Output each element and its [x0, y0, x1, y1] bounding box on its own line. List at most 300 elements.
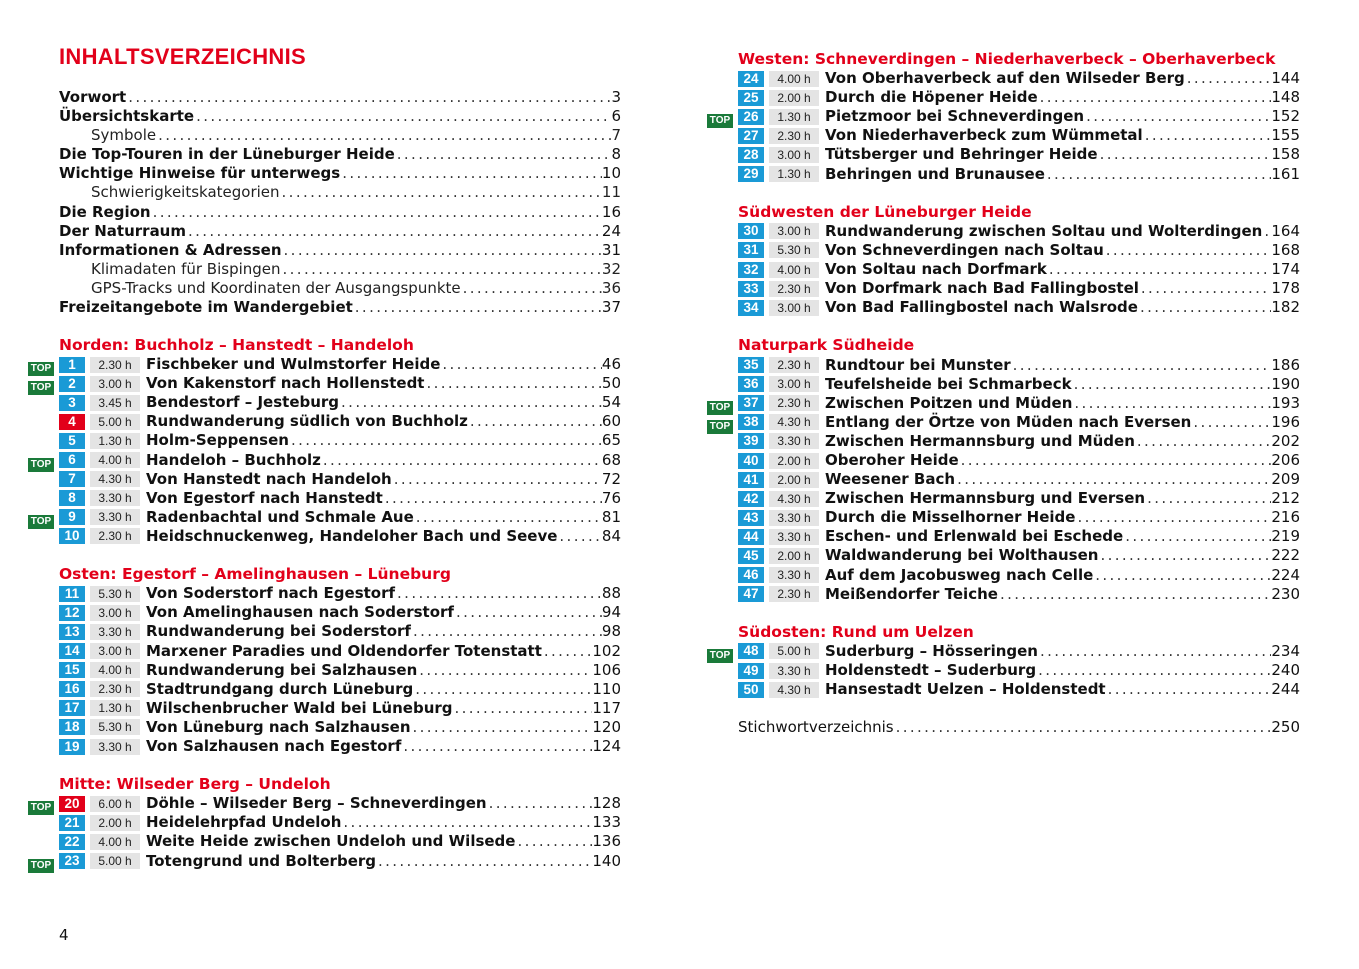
- toc-entry[interactable]: [59, 145, 621, 164]
- tour-entry[interactable]: [680, 107, 1300, 126]
- top-badge: TOP: [28, 362, 54, 376]
- tour-page: 230: [1271, 584, 1300, 603]
- tour-number: 8: [59, 490, 85, 506]
- tour-entry[interactable]: [0, 737, 621, 756]
- tour-duration: 5.00 h: [90, 853, 140, 869]
- leader-dots: [401, 737, 592, 756]
- tour-entry[interactable]: [0, 451, 621, 470]
- leader-dots: [395, 145, 612, 164]
- tour-title: Rundtour bei Munster: [825, 355, 1011, 374]
- tour-entry[interactable]: [680, 145, 1300, 164]
- tour-title: Rundwanderung bei Salzhausen: [146, 660, 418, 679]
- tour-title: Von Dorfmark nach Bad Fallingbostel: [825, 279, 1139, 298]
- leader-dots: [282, 241, 602, 260]
- leader-dots: [414, 508, 602, 527]
- entry-title: Der Naturraum: [59, 221, 186, 240]
- tour-number: 17: [59, 700, 85, 716]
- leader-dots: [376, 852, 592, 871]
- entry-page: 36: [601, 278, 621, 297]
- tour-page: 234: [1271, 641, 1300, 660]
- tour-entry[interactable]: [0, 355, 621, 374]
- entry-title: Vorwort: [59, 88, 127, 106]
- tour-title: Von Lüneburg nach Salzhausen: [146, 717, 411, 736]
- leader-dots: [1185, 69, 1272, 88]
- leader-dots: [1104, 241, 1272, 260]
- tour-page: 81: [601, 507, 621, 526]
- tour-page: 206: [1271, 450, 1300, 469]
- tour-entry[interactable]: [0, 374, 621, 393]
- tour-duration: 2.30 h: [90, 528, 140, 544]
- leader-dots: [955, 470, 1271, 489]
- top-badge: TOP: [707, 114, 733, 128]
- leader-dots: [413, 680, 592, 699]
- tour-title: Rundwanderung zwischen Soltau und Wolterdingen: [825, 221, 1263, 240]
- tour-page: 152: [1271, 107, 1300, 126]
- leader-dots: [440, 355, 602, 374]
- tour-entry[interactable]: [680, 642, 1300, 661]
- tour-page: 144: [1271, 69, 1300, 88]
- tour-number: 38: [738, 414, 764, 430]
- tour-page: 174: [1271, 260, 1300, 279]
- tour-page: 76: [601, 488, 621, 507]
- tour-page: 212: [1271, 489, 1300, 508]
- entry-title: Klimadaten für Bispingen: [91, 259, 281, 278]
- tour-page: 193: [1271, 393, 1300, 412]
- tour-number: 32: [738, 262, 764, 278]
- tour-duration: 4.00 h: [769, 71, 819, 87]
- top-slot: [28, 854, 55, 869]
- tour-duration: 2.00 h: [769, 90, 819, 106]
- tour-page: 84: [601, 526, 621, 545]
- tour-title: Wilschenbrucher Wald bei Lüneburg: [146, 698, 453, 717]
- tour-duration: 3.00 h: [90, 605, 140, 621]
- entry-page: 7: [611, 126, 621, 145]
- page-number-left: 4: [59, 926, 69, 944]
- tour-title: Oberoher Heide: [825, 450, 959, 469]
- tour-entry[interactable]: [680, 661, 1300, 680]
- tour-title: Eschen- und Erlenwald bei Eschede: [825, 527, 1124, 546]
- top-slot: [28, 739, 55, 754]
- tour-entry[interactable]: [0, 584, 621, 603]
- top-slot: [28, 357, 55, 375]
- leader-dots: [1038, 642, 1271, 661]
- section-heading: Naturpark Südheide: [738, 336, 915, 355]
- tour-entry[interactable]: [680, 432, 1300, 451]
- toc-entry[interactable]: [59, 279, 621, 298]
- tour-duration: 5.30 h: [90, 719, 140, 735]
- tour-entry[interactable]: [0, 622, 621, 641]
- tour-number: 46: [738, 567, 764, 583]
- top-slot: [28, 796, 55, 814]
- tour-duration: 4.30 h: [90, 471, 140, 487]
- top-badge: TOP: [28, 515, 54, 529]
- tour-duration: 1.30 h: [90, 433, 140, 449]
- tour-page: 178: [1271, 279, 1300, 298]
- leader-dots: [156, 126, 611, 145]
- tour-duration: 3.30 h: [769, 510, 819, 526]
- tour-duration: 2.00 h: [769, 548, 819, 564]
- toc-entry[interactable]: [59, 298, 621, 317]
- top-slot: [707, 262, 734, 277]
- leader-dots: [453, 699, 593, 718]
- tour-title: Stadtrundgang durch Lüneburg: [146, 679, 414, 698]
- tour-entry[interactable]: [680, 566, 1300, 585]
- tour-title: Heidschnuckenweg, Handeloher Bach und Seeve: [146, 526, 558, 545]
- toc-entry-index[interactable]: [680, 718, 1300, 737]
- tour-entry[interactable]: [680, 489, 1300, 508]
- tour-number: 5: [59, 433, 85, 449]
- toc-entry[interactable]: [59, 222, 621, 241]
- tour-duration: 3.30 h: [769, 529, 819, 545]
- tour-duration: 3.00 h: [769, 300, 819, 316]
- tour-number: 49: [738, 663, 764, 679]
- tour-number: 15: [59, 662, 85, 678]
- tour-page: 219: [1271, 527, 1300, 546]
- tour-duration: 4.00 h: [90, 452, 140, 468]
- top-slot: [707, 281, 734, 296]
- leader-dots: [1084, 107, 1271, 126]
- top-slot: [707, 472, 734, 487]
- tour-number: 29: [738, 166, 764, 182]
- top-slot: [28, 834, 55, 849]
- tour-number: 39: [738, 433, 764, 449]
- tour-entry[interactable]: [680, 680, 1300, 699]
- entry-title: Schwierigkeitskategorien: [91, 183, 280, 202]
- top-slot: [707, 128, 734, 143]
- tour-entry[interactable]: [0, 794, 621, 813]
- section-heading: Norden: Buchholz – Hanstedt – Handeloh: [59, 336, 414, 354]
- top-slot: [28, 815, 55, 830]
- top-slot: [707, 453, 734, 468]
- tour-entry[interactable]: [680, 165, 1300, 184]
- tour-number: 3: [59, 395, 85, 411]
- entry-page: 10: [601, 164, 621, 183]
- tour-page: 244: [1271, 680, 1300, 699]
- entry-title: Stichwortverzeichnis: [738, 718, 894, 737]
- leader-dots: [557, 527, 601, 546]
- entry-page: 37: [601, 298, 621, 317]
- tour-entry[interactable]: [680, 222, 1300, 241]
- tour-entry[interactable]: [0, 832, 621, 851]
- tour-page: 98: [601, 622, 621, 641]
- page-title: INHALTSVERZEICHNIS: [59, 44, 307, 69]
- tour-page: 182: [1271, 298, 1300, 317]
- tour-page: 140: [592, 851, 621, 870]
- tour-number: 20: [59, 796, 85, 812]
- tour-title: Von Egestorf nach Hanstedt: [146, 488, 383, 507]
- tour-number: 33: [738, 281, 764, 297]
- tour-duration: 3.45 h: [90, 395, 140, 411]
- tour-entry[interactable]: [0, 642, 621, 661]
- leader-dots: [424, 374, 601, 393]
- tour-number: 21: [59, 815, 85, 831]
- leader-dots: [340, 164, 602, 183]
- top-slot: [28, 491, 55, 506]
- tour-title: Zwischen Poitzen und Müden: [825, 393, 1073, 412]
- tour-entry[interactable]: [680, 126, 1300, 145]
- tour-page: 222: [1271, 546, 1300, 565]
- leader-dots: [1139, 279, 1271, 298]
- tour-entry[interactable]: [0, 813, 621, 832]
- tour-number: 34: [738, 300, 764, 316]
- tour-page: 54: [601, 393, 621, 412]
- tour-number: 25: [738, 90, 764, 106]
- tour-duration: 3.30 h: [90, 624, 140, 640]
- tour-entry[interactable]: [680, 394, 1300, 413]
- toc-entry[interactable]: [59, 107, 621, 126]
- tour-page: 68: [601, 450, 621, 469]
- leader-dots: [1036, 661, 1271, 680]
- tour-entry[interactable]: [0, 412, 621, 431]
- tour-title: Von Schneverdingen nach Soltau: [825, 240, 1104, 259]
- leader-dots: [1072, 394, 1271, 413]
- tour-entry[interactable]: [680, 88, 1300, 107]
- top-badge: TOP: [28, 859, 54, 873]
- tour-number: 31: [738, 242, 764, 258]
- section-heading: Südosten: Rund um Uelzen: [738, 622, 974, 641]
- top-badge: TOP: [707, 420, 733, 434]
- tour-number: 24: [738, 71, 764, 87]
- leader-dots: [1045, 165, 1271, 184]
- tour-title: Von Soderstorf nach Egestorf: [146, 584, 396, 603]
- entry-page: 24: [601, 221, 621, 240]
- leader-dots: [515, 832, 592, 851]
- tour-entry[interactable]: [0, 431, 621, 450]
- section-heading: Mitte: Wilseder Berg – Undeloh: [59, 775, 331, 794]
- toc-entry[interactable]: [59, 164, 621, 183]
- tour-duration: 4.30 h: [769, 414, 819, 430]
- tour-section: [680, 336, 1359, 603]
- top-slot: [707, 148, 734, 163]
- tour-duration: 4.00 h: [90, 662, 140, 678]
- tour-number: 18: [59, 719, 85, 735]
- top-slot: [28, 586, 55, 601]
- tour-page: 136: [592, 832, 621, 851]
- tour-duration: 2.00 h: [769, 453, 819, 469]
- top-slot: [28, 720, 55, 735]
- toc-entry[interactable]: [59, 241, 621, 260]
- tour-page: 72: [601, 469, 621, 488]
- tour-number: 40: [738, 453, 764, 469]
- leader-dots: [1075, 508, 1271, 527]
- top-slot: [707, 358, 734, 373]
- tour-page: 117: [592, 698, 621, 717]
- tour-number: 35: [738, 357, 764, 373]
- toc-entry[interactable]: [59, 183, 621, 202]
- top-slot: [28, 395, 55, 410]
- top-slot: [707, 548, 734, 563]
- tour-duration: 5.00 h: [90, 414, 140, 430]
- top-slot: [28, 701, 55, 716]
- entry-title: Freizeitangebote im Wandergebiet: [59, 298, 353, 317]
- tour-duration: 4.30 h: [769, 491, 819, 507]
- tour-page: 88: [601, 584, 621, 603]
- top-slot: [28, 682, 55, 697]
- top-slot: [28, 434, 55, 449]
- section-heading: Westen: Schneverdingen – Niederhaverbeck – Oberhaverbeck: [738, 50, 1276, 68]
- leader-dots: [1098, 546, 1271, 565]
- tour-entry[interactable]: [0, 661, 621, 680]
- tour-entry[interactable]: [680, 470, 1300, 489]
- entry-title: Informationen & Adressen: [59, 240, 282, 259]
- tour-page: 224: [1271, 565, 1300, 584]
- tour-page: 128: [592, 794, 621, 813]
- toc-entry[interactable]: [59, 260, 621, 279]
- tour-number: 45: [738, 548, 764, 564]
- tour-entry[interactable]: [0, 489, 621, 508]
- tour-entry[interactable]: [680, 546, 1300, 565]
- tour-duration: 2.30 h: [769, 281, 819, 297]
- tour-title: Fischbeker und Wulmstorfer Heide: [146, 355, 441, 374]
- tour-number: 6: [59, 452, 85, 468]
- leader-dots: [1138, 298, 1271, 317]
- tour-entry[interactable]: [0, 852, 621, 871]
- tour-entry[interactable]: [0, 393, 621, 412]
- tour-number: 50: [738, 682, 764, 698]
- tour-title: Zwischen Hermannsburg und Eversen: [825, 489, 1146, 508]
- tour-entry[interactable]: [680, 413, 1300, 432]
- tour-number: 13: [59, 624, 85, 640]
- tour-entry[interactable]: [680, 356, 1300, 375]
- tour-duration: 1.30 h: [90, 700, 140, 716]
- tour-title: Holdenstedt – Suderburg: [825, 661, 1037, 679]
- toc-entry[interactable]: [59, 203, 621, 222]
- tour-number: 7: [59, 471, 85, 487]
- tour-entry[interactable]: [680, 508, 1300, 527]
- tour-page: 60: [601, 412, 621, 431]
- tour-page: 148: [1271, 88, 1300, 107]
- top-slot: [707, 71, 734, 86]
- tour-title: Von Hanstedt nach Handeloh: [146, 469, 392, 488]
- tour-duration: 3.30 h: [769, 433, 819, 449]
- leader-dots: [1143, 126, 1272, 145]
- leader-dots: [353, 298, 602, 317]
- section-heading: Osten: Egestorf – Amelinghausen – Lüneburg: [59, 565, 451, 584]
- toc-entry[interactable]: [59, 88, 621, 107]
- tour-duration: 5.30 h: [90, 586, 140, 602]
- tour-entry[interactable]: [0, 718, 621, 737]
- tour-section: [0, 565, 680, 756]
- leader-dots: [1123, 527, 1271, 546]
- tour-page: 50: [601, 374, 621, 393]
- leader-dots: [959, 451, 1272, 470]
- leader-dots: [411, 622, 602, 641]
- tour-entry[interactable]: [0, 527, 621, 546]
- leader-dots: [321, 451, 602, 470]
- tour-page: 240: [1271, 661, 1300, 679]
- tour-entry[interactable]: [680, 298, 1300, 317]
- tour-duration: 4.00 h: [90, 834, 140, 850]
- tour-number: 23: [59, 853, 85, 869]
- tour-entry[interactable]: [0, 680, 621, 699]
- leader-dots: [194, 107, 611, 126]
- tour-duration: 3.00 h: [769, 147, 819, 163]
- tour-number: 10: [59, 528, 85, 544]
- toc-entry[interactable]: [59, 126, 621, 145]
- tour-title: Handeloh – Buchholz: [146, 450, 321, 469]
- tour-title: Pietzmoor bei Schneverdingen: [825, 107, 1085, 126]
- tour-section: [680, 203, 1359, 318]
- tour-title: Entlang der Örtze von Müden nach Eversen: [825, 412, 1192, 431]
- tour-page: 106: [592, 660, 621, 679]
- leader-dots: [151, 203, 602, 222]
- tour-number: 36: [738, 376, 764, 392]
- leader-dots: [1093, 566, 1271, 585]
- leader-dots: [1106, 680, 1272, 699]
- top-slot: [707, 510, 734, 525]
- leader-dots: [289, 431, 602, 450]
- tour-entry[interactable]: [0, 699, 621, 718]
- tour-entry[interactable]: [680, 375, 1300, 394]
- top-slot: [28, 472, 55, 487]
- leader-dots: [280, 183, 602, 202]
- top-slot: [28, 529, 55, 544]
- tour-page: 186: [1271, 355, 1300, 374]
- tour-number: 37: [738, 395, 764, 411]
- tour-page: 120: [592, 717, 621, 736]
- tour-page: 124: [592, 736, 621, 755]
- tour-entry[interactable]: [0, 603, 621, 622]
- entry-page: 3: [611, 88, 621, 106]
- tour-number: 26: [738, 109, 764, 125]
- tour-page: 202: [1271, 431, 1300, 450]
- tour-title: Durch die Misselhorner Heide: [825, 508, 1076, 527]
- leader-dots: [126, 88, 611, 107]
- top-slot: [707, 568, 734, 583]
- leader-dots: [1047, 260, 1272, 279]
- tour-section: [0, 775, 680, 870]
- tour-title: Heidelehrpfad Undeloh: [146, 813, 342, 832]
- leader-dots: [1072, 375, 1272, 394]
- entry-title: Die Top-Touren in der Lüneburger Heide: [59, 145, 395, 164]
- tour-entry[interactable]: [0, 508, 621, 527]
- tour-page: 161: [1271, 164, 1300, 183]
- tour-entry[interactable]: [680, 451, 1300, 470]
- tour-title: Von Niederhaverbeck zum Wümmetal: [825, 126, 1143, 145]
- tour-entry[interactable]: [680, 241, 1300, 260]
- tour-title: Radenbachtal und Schmale Aue: [146, 507, 414, 526]
- tour-entry[interactable]: [680, 585, 1300, 604]
- top-slot: [707, 529, 734, 544]
- top-slot: [707, 491, 734, 506]
- tour-entry[interactable]: [680, 69, 1300, 88]
- tour-title: Holm-Seppensen: [146, 431, 289, 450]
- tour-duration: 2.30 h: [90, 357, 140, 373]
- tour-duration: 2.00 h: [769, 472, 819, 488]
- entry-page: 11: [601, 183, 621, 202]
- tour-page: 164: [1271, 221, 1300, 240]
- tour-page: 133: [592, 813, 621, 832]
- leader-dots: [339, 393, 602, 412]
- tour-duration: 2.30 h: [769, 395, 819, 411]
- entry-title: Die Region: [59, 202, 151, 221]
- top-slot: [707, 377, 734, 392]
- tour-entry[interactable]: [680, 260, 1300, 279]
- tour-entry[interactable]: [680, 527, 1300, 546]
- tour-title: Bendestorf – Jesteburg: [146, 393, 340, 412]
- leader-dots: [1011, 356, 1272, 375]
- top-slot: [707, 644, 734, 659]
- tour-title: Von Kakenstorf nach Hollenstedt: [146, 374, 425, 393]
- leader-dots: [1145, 489, 1271, 508]
- tour-duration: 3.00 h: [90, 643, 140, 659]
- tour-entry[interactable]: [0, 470, 621, 489]
- tour-entry[interactable]: [680, 279, 1300, 298]
- leader-dots: [417, 661, 592, 680]
- entry-title: Symbole: [91, 126, 157, 145]
- tour-number: 43: [738, 510, 764, 526]
- tour-title: Döhle – Wilseder Berg – Schneverdingen: [146, 794, 487, 813]
